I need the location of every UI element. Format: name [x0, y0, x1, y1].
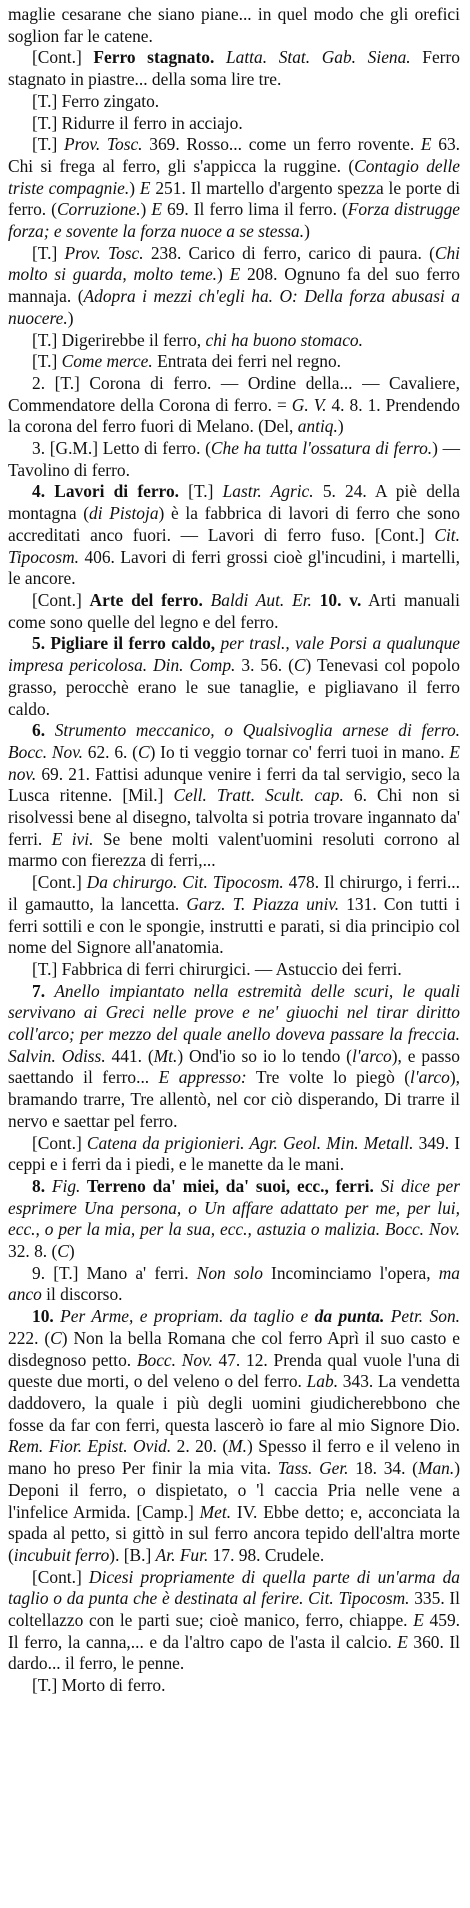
text-run: ) Deponi il ferro, o dispietato, o 'l caccia Pria nelle vene a l'infelice Armida. [Camp.]: [8, 1458, 461, 1522]
text-run: [Cont.]: [32, 589, 90, 610]
entry-paragraph: [8, 1567, 460, 1676]
entry-paragraph: [8, 481, 460, 590]
text-run: [Cont.]: [32, 1132, 87, 1153]
text-run: Tre volte lo piegò (: [246, 1067, 411, 1088]
text-run: Lastr. Agric.: [222, 481, 314, 502]
entry-paragraph: [8, 1133, 460, 1176]
text-run: Si dice per esprimere Una persona, o Un affare adattato per me, per lui, ecc., o per la mia, per la sua, ecc., astuzia o malizia. Bocc. Nov.: [8, 1175, 460, 1240]
text-run: l'arco: [410, 1067, 450, 1088]
entry-paragraph: [8, 91, 460, 113]
text-run: Incominciamo l'opera,: [262, 1262, 439, 1283]
text-run: ): [337, 416, 344, 437]
text-run: Mt.: [153, 1045, 178, 1066]
text-column: [8, 4, 460, 1697]
text-run: Terreno da' miei, da' suoi, ecc., ferri.: [80, 1175, 374, 1196]
text-run: di Pistoja: [89, 503, 159, 524]
text-run: Met.: [199, 1501, 232, 1522]
text-run: Che ha tutta l'ossatura di ferro.: [210, 438, 433, 459]
text-run: E: [151, 199, 162, 220]
text-run: ) Non la bella Romana che col ferro Aprì il suo casto e disdegnoso petto.: [8, 1327, 460, 1370]
entry-paragraph: [8, 243, 460, 330]
text-run: Chi molto si guarda, molto teme.: [8, 242, 461, 285]
text-run: 6. Chi non si risolvessi bene al disegno, talvolta si potria trovare ingannato da' ferri.: [8, 785, 460, 849]
text-run: Cell. Tratt. Scult. cap.: [173, 785, 344, 806]
text-run: ), bramando trarre, Tre allentò, nel cor ciò disperando, Di trarre il nervo e saettar pel ferro.: [8, 1067, 460, 1131]
text-run: 3. 56. (: [235, 655, 294, 676]
text-run: ): [217, 264, 230, 285]
entry-paragraph: [8, 633, 460, 720]
text-run: Fig.: [51, 1175, 81, 1196]
text-run: [Cont.]: [32, 872, 87, 893]
text-run: 2. 20. (: [171, 1436, 229, 1457]
text-run: [T.] Fabbrica di ferri chirurgici. — Astuccio dei ferri.: [32, 958, 402, 979]
text-run: Come merce.: [61, 351, 153, 372]
text-run: 32. 8. (: [8, 1241, 58, 1262]
text-run: 441. (: [105, 1045, 154, 1066]
text-run: [203, 590, 211, 610]
text-run: 335. Il coltellazzo con le parti sue; cioè manico, ferro, chiappe.: [8, 1588, 460, 1631]
text-run: 208. Ognuno fa del suo ferro mannaja. (: [8, 264, 460, 307]
entry-paragraph: [8, 1675, 460, 1697]
text-run: Latta. Stat. Gab. Siena.: [225, 47, 411, 68]
text-run: chi ha buono stomaco.: [205, 329, 363, 350]
entry-paragraph: [8, 981, 460, 1133]
text-run: Dicesi propriamente di quella parte di un'arma da taglio o da punta che è destinata al ferire. Cit. Tipocosm.: [8, 1566, 460, 1609]
text-run: Arte del ferro.: [89, 589, 203, 610]
text-run: Tass. Ger.: [277, 1458, 349, 1479]
entry-paragraph: [8, 720, 460, 872]
text-run: Ferro stagnato.: [93, 47, 215, 68]
text-run: ) Ond'io so io lo tendo (: [177, 1045, 352, 1066]
text-run: 69. Il ferro lima il ferro. (: [161, 199, 348, 220]
text-run: 63. Chi si frega al ferro, gli s'appicca la ruggine. (: [8, 134, 460, 176]
text-run: ): [68, 1241, 75, 1262]
text-run: Entrata dei ferri nel regno.: [152, 351, 342, 372]
text-run: Non solo: [196, 1262, 263, 1283]
text-run: [T.] Ridurre il ferro in acciajo.: [32, 112, 243, 133]
text-run: Prov. Tosc.: [63, 134, 143, 155]
text-run: Forza distrugge forza; e sovente la forza nuoce a se stessa.: [8, 199, 460, 242]
text-run: Contagio delle triste compagnie.: [8, 155, 460, 198]
text-run: E: [139, 177, 151, 198]
text-run: Strumento meccanico, o Qualsivoglia arnese di ferro. Bocc. Nov.: [8, 720, 460, 762]
entry-paragraph: [8, 438, 460, 481]
text-run: Bocc. Nov.: [136, 1349, 213, 1370]
text-run: IV. Ebbe detto; e, acconciata la spada al petto, si gittò in sul ferro ancora tepido dell'altra morte (: [8, 1501, 460, 1565]
text-run: Ferro stagnato in piastre... della soma lire tre.: [8, 47, 460, 90]
text-run: Ar. Fur.: [155, 1544, 209, 1565]
text-run: 62. 6. (: [82, 741, 138, 762]
text-run: 459. Il ferro, la canna,... e da l'altro capo de l'asta il calcio.: [8, 1610, 460, 1652]
text-run: 10. v.: [311, 589, 362, 610]
text-run: Petr. Son.: [390, 1306, 460, 1327]
text-run: E: [413, 1610, 424, 1631]
text-run: [Cont.]: [32, 1566, 89, 1587]
text-run: Adopra i mezzi ch'egli ha. O: Della forza abusasi a nuocere.: [8, 286, 460, 328]
text-run: [T.] Morto di ferro.: [32, 1675, 166, 1696]
text-run: ) — Tavolino di ferro.: [8, 438, 460, 480]
text-run: 4. 8. 1. Prendendo la corona del ferro fuori di Melano. (Del,: [8, 394, 461, 437]
text-run: 360. Il dardo... il ferro, le penne.: [8, 1631, 460, 1674]
text-run: ): [304, 221, 310, 242]
text-run: 4. Lavori di ferro.: [32, 481, 179, 502]
text-run: 3. [G.M.] Letto di ferro. (: [32, 438, 211, 459]
text-run: 478. Il chirurgo, i ferri... il gamautto, la lancetta.: [8, 872, 460, 914]
text-run: 18. 34. (: [348, 1458, 418, 1479]
text-run: Baldi Aut. Er.: [210, 589, 312, 610]
text-run: 406. Lavori di ferri grossi cioè gl'incudini, i martelli, le ancore.: [8, 546, 460, 589]
text-run: 251. Il martello d'argento spezza le porte di ferro. (: [8, 177, 461, 220]
entry-paragraph: [8, 47, 460, 90]
text-run: Anello impiantato nella estremità delle scuri, le quali servivano ai Greci nelle prove e ne' giuochi nel tirar diritto coll'arco; per mezzo del quale anello doveva passare la freccia. Salvin. Odiss.: [8, 980, 460, 1066]
text-run: maglie cesarane che siano piane... in quel modo che gli orefici soglion far le catene.: [8, 4, 460, 46]
text-run: Arti manuali come sono quelle del legno e del ferro.: [8, 589, 460, 632]
text-run: 349. I ceppi e i ferri da i piedi, e le manette da le mani.: [8, 1132, 460, 1175]
text-run: Da chirurgo. Cit. Tipocosm.: [86, 872, 284, 893]
text-run: 5. Pigliare il ferro caldo,: [32, 633, 216, 654]
text-run: Catena da prigionieri. Agr. Geol. Min. Metall.: [86, 1132, 414, 1153]
text-run: ): [129, 177, 140, 198]
text-run: 10.: [32, 1306, 61, 1327]
text-run: [214, 47, 226, 67]
text-run: 2. [T.] Corona di ferro. — Ordine della... — Cavaliere, Commendatore della Corona di ferro. =: [8, 372, 460, 415]
entry-paragraph: [8, 1176, 460, 1263]
text-run: C: [50, 1327, 62, 1348]
text-run: 343. La vendetta daddovero, la quale i più degli uomini giudicherebbono che fosse da far con ferri, questa lascerò io fare al mio Signore Dio.: [8, 1371, 460, 1435]
entry-paragraph: [8, 4, 460, 47]
entry-paragraph: [8, 959, 460, 981]
text-run: [T.]: [32, 351, 62, 372]
text-run: [T.] Digerirebbe il ferro,: [32, 329, 206, 350]
text-run: G. V.: [291, 394, 327, 415]
text-run: ). [B.]: [109, 1544, 156, 1565]
entry-paragraph: [8, 113, 460, 135]
text-run: ma anco: [8, 1262, 461, 1305]
text-run: [Cont.]: [32, 47, 94, 68]
text-run: C: [293, 655, 306, 676]
text-run: il discorso.: [41, 1284, 123, 1305]
text-run: Rem. Fior. Epist. Ovid.: [8, 1436, 172, 1457]
text-run: ): [67, 307, 74, 328]
text-run: E: [420, 134, 432, 155]
text-run: Prov. Tosc.: [64, 242, 144, 263]
text-run: Lab.: [306, 1371, 339, 1392]
text-run: 222. (: [8, 1327, 51, 1348]
text-run: ), e passo saettando il ferro...: [8, 1045, 461, 1088]
text-run: Cit. Tipocosm.: [8, 524, 460, 567]
text-run: 7.: [32, 980, 55, 1001]
text-run: E: [229, 264, 241, 285]
text-run: E nov.: [8, 741, 460, 784]
text-run: 17. 98. Crudele.: [208, 1544, 325, 1565]
text-run: [T.]: [32, 134, 64, 155]
text-run: [T.] Ferro zingato.: [32, 90, 160, 111]
entry-paragraph: [8, 330, 460, 352]
text-run: 131. Con tutti i ferri sottili e con le spongie, instrutti e parati, si dia principio col nome del Signore all'anatomia.: [8, 893, 460, 958]
text-run: da punta.: [314, 1306, 385, 1327]
text-run: Per Arme, e propriam. da taglio e: [60, 1306, 315, 1327]
text-run: ): [140, 199, 152, 220]
entry-paragraph: [8, 1263, 460, 1306]
text-run: 47. 12. Prenda qual vuole l'una di queste due morti, o del veleno o del ferro.: [8, 1349, 460, 1392]
text-run: E ivi.: [51, 828, 94, 849]
text-run: [T.]: [179, 481, 223, 502]
text-run: C: [137, 741, 150, 762]
text-run: E: [397, 1631, 408, 1652]
text-run: ) Tenevasi col popolo grasso, perocchè erano le sue tanaglie, e pigliavano il ferro caldo.: [8, 655, 460, 719]
entry-paragraph: [8, 1306, 460, 1566]
text-run: 69. 21. Fattisi adunque venire i ferri da tal servigio, seco la Lusca ritenne. [Mil.]: [8, 763, 460, 806]
text-run: ) Spesso il ferro e il veleno in mano ho preso Per finir la mia vita.: [8, 1436, 460, 1479]
entry-paragraph: [8, 590, 460, 633]
text-run: per trasl., vale Porsi a qualunque impresa pericolosa. Din. Comp.: [8, 633, 460, 676]
entry-paragraph: [8, 373, 460, 438]
text-run: 238. Carico di ferro, carico di paura. (: [143, 242, 435, 263]
text-run: incubuit ferro: [13, 1544, 110, 1565]
text-run: 5. 24. A piè della montagna (: [8, 481, 460, 524]
text-run: ) Io ti veggio tornar co' ferri tuoi in mano.: [149, 741, 450, 762]
text-run: 8.: [32, 1175, 52, 1196]
text-run: 9. [T.] Mano a' ferri.: [32, 1262, 197, 1283]
entry-paragraph: [8, 134, 460, 243]
entry-paragraph: [8, 351, 460, 373]
text-run: l'arco: [351, 1045, 392, 1066]
text-run: E appresso:: [158, 1067, 247, 1088]
text-run: ) è la fabbrica di lavori di ferro che sono accreditati anco fuori. — Lavori di ferro fuso. [Cont.]: [8, 503, 461, 545]
text-run: C: [57, 1241, 69, 1262]
text-run: Man.: [417, 1458, 455, 1479]
text-run: Corruzione.: [56, 199, 141, 220]
text-run: 369. Rosso... come un ferro rovente.: [142, 134, 421, 155]
text-run: antiq.: [297, 416, 338, 437]
text-run: M.: [228, 1436, 247, 1457]
text-run: [374, 1176, 381, 1196]
text-run: Se bene molti valent'uomini resoluti corrono al marmo con fierezza di ferri,...: [8, 828, 460, 871]
text-run: [T.]: [32, 242, 65, 263]
text-run: 6.: [32, 720, 55, 741]
entry-paragraph: [8, 872, 460, 959]
text-run: Garz. T. Piazza univ.: [186, 893, 340, 914]
